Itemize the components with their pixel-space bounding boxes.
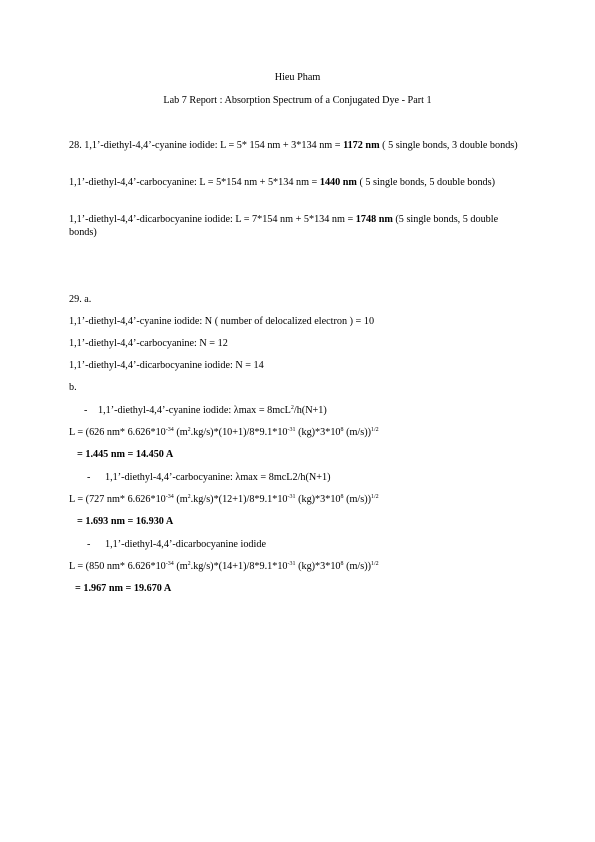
- result-value: = 1.693 nm = 16.930 A: [77, 516, 174, 527]
- q29-b-cyanine-equation: [69, 426, 379, 439]
- equation-part: .kg/s)*(14+1)/8*9.1*10: [190, 561, 288, 572]
- equation-exponent: -31: [287, 561, 296, 567]
- equation-exponent: 8: [340, 561, 344, 567]
- q29-b-carbocyanine-equation: [69, 493, 379, 506]
- result-value: = 1.445 nm = 14.450 A: [77, 449, 174, 460]
- bullet-cyanine-exponent: 2: [290, 405, 294, 411]
- q28-cyanine-length: 1172 nm: [343, 140, 380, 151]
- q29-a-label: 29. a.: [69, 294, 92, 305]
- q29-b-carbocyanine-result: [77, 515, 173, 528]
- equation-part: L = (727 nm* 6.626*10: [69, 494, 166, 505]
- q29-a-cyanine: 1,1’-diethyl-4,4’-cyanine iodide: N ( number of delocalized electron ) = 10: [69, 316, 375, 327]
- q29-b-label: b.: [69, 382, 77, 393]
- q28-carbocyanine-length: 1440 nm: [319, 177, 357, 188]
- q28-dicarbocyanine-length: 1748 nm: [355, 214, 393, 225]
- q28-cyanine-note: ( 5 single bonds, 3 double bonds): [379, 140, 518, 151]
- bullet-dicarbocyanine-text: 1,1’-diethyl-4,4’-dicarbocyanine iodide: [105, 539, 266, 550]
- q28-carbocyanine-note: ( 5 single bonds, 5 double bonds): [356, 177, 496, 188]
- bullet-carbocyanine-text: 1,1’-diethyl-4,4’-carbocyanine: λmax = 8mcL2/h(N+1): [105, 472, 331, 483]
- equation-part: (m/s)): [343, 494, 371, 505]
- q28-carbocyanine-text: 1,1’-diethyl-4,4’-carbocyanine: L = 5*154 nm + 5*134 nm =: [69, 177, 320, 188]
- equation-exponent: -34: [165, 561, 174, 567]
- bullet-dash: -: [84, 405, 88, 416]
- q29-a-carbocyanine: 1,1’-diethyl-4,4’-carbocyanine: N = 12: [69, 338, 228, 349]
- author-name: Hieu Pham: [274, 72, 321, 83]
- equation-exponent: 1/2: [370, 561, 379, 567]
- equation-part: (kg)*3*10: [295, 427, 341, 438]
- result-value: = 1.967 nm = 19.670 A: [75, 583, 172, 594]
- equation-part: (kg)*3*10: [295, 561, 341, 572]
- equation-part: L = (626 nm* 6.626*10: [69, 427, 166, 438]
- bullet-cyanine-text: 1,1’-diethyl-4,4’-cyanine iodide: λmax = 8mcL: [98, 405, 291, 416]
- report-title: Lab 7 Report : Absorption Spectrum of a Conjugated Dye - Part 1: [163, 95, 432, 106]
- equation-part: .kg/s)*(10+1)/8*9.1*10: [190, 427, 288, 438]
- equation-exponent: 8: [340, 494, 344, 500]
- q29-b-cyanine-bullet: [84, 404, 327, 417]
- equation-exponent: -31: [287, 494, 296, 500]
- equation-exponent: 2: [187, 427, 191, 433]
- q28-cyanine-text: 28. 1,1’-diethyl-4,4’-cyanine iodide: L = 5* 154 nm + 3*134 nm =: [69, 140, 344, 151]
- equation-part: L = (850 nm* 6.626*10: [69, 561, 166, 572]
- q28-carbocyanine-paragraph: [69, 176, 525, 189]
- equation-part: (m: [173, 494, 188, 505]
- equation-exponent: -34: [165, 494, 174, 500]
- bullet-dash: -: [87, 539, 91, 550]
- equation-part: (kg)*3*10: [295, 494, 341, 505]
- equation-part: .kg/s)*(12+1)/8*9.1*10: [190, 494, 288, 505]
- q29-b-carbocyanine-bullet: [87, 471, 330, 484]
- equation-exponent: -31: [287, 427, 296, 433]
- equation-exponent: 2: [187, 561, 191, 567]
- bullet-cyanine-text-end: /h(N+1): [293, 405, 327, 416]
- q29-b-dicarbocyanine-equation: [69, 560, 379, 573]
- q28-dicarbocyanine-text: 1,1’-diethyl-4,4’-dicarbocyanine iodide: L = 7*154 nm + 5*134 nm =: [69, 214, 356, 225]
- equation-part: (m: [173, 561, 188, 572]
- q29-b-cyanine-result: [77, 448, 173, 461]
- q28-dicarbocyanine-paragraph: [69, 213, 525, 239]
- equation-exponent: -34: [165, 427, 174, 433]
- equation-part: (m: [173, 427, 188, 438]
- q28-cyanine-paragraph: [69, 139, 525, 152]
- equation-exponent: 2: [187, 494, 191, 500]
- equation-exponent: 1/2: [370, 427, 379, 433]
- q29-a-dicarbocyanine: 1,1’-diethyl-4,4’-dicarbocyanine iodide: N = 14: [69, 360, 264, 371]
- bullet-dash: -: [87, 472, 91, 483]
- q29-b-dicarbocyanine-result: [75, 582, 171, 595]
- equation-part: (m/s)): [343, 427, 371, 438]
- equation-exponent: 8: [340, 427, 344, 433]
- equation-exponent: 1/2: [370, 494, 379, 500]
- q28-dicarbocyanine-note: (5 single bonds, 5 double bonds): [69, 214, 499, 238]
- equation-part: (m/s)): [343, 561, 371, 572]
- q29-b-dicarbocyanine-bullet: [87, 538, 266, 551]
